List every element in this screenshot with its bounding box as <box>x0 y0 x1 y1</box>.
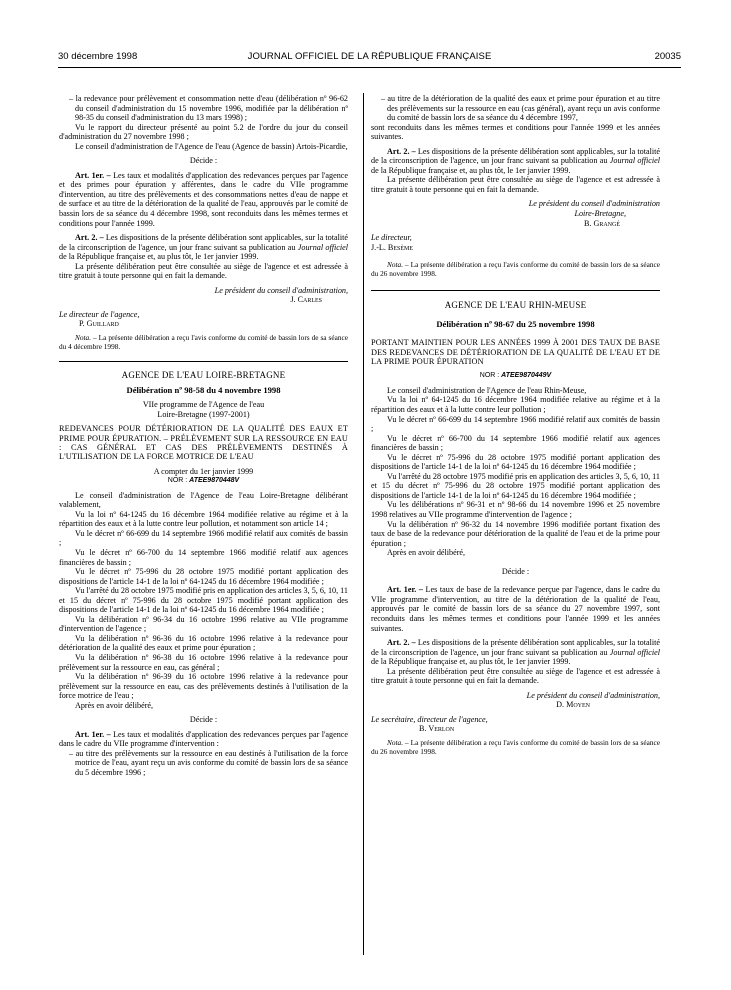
header-journal-title: JOURNAL OFFICIEL DE LA RÉPUBLIQUE FRANÇAISE <box>247 51 492 62</box>
nota-label: Nota. <box>75 333 92 343</box>
left-column <box>59 94 348 778</box>
paragraph: La présente délibération peut être consultée au siège de l'agence et est adressée à titre gratuit à toute personne qui en fait la demande. <box>59 261 348 281</box>
nota-text: – La présente délibération a reçu l'avis conforme du comité de bassin lors de sa séance du 4 décembre 1998. <box>59 333 348 351</box>
agency-heading: AGENCE DE L'EAU LOIRE-BRETAGNE <box>121 370 286 381</box>
decide-heading: Décide : <box>189 715 218 725</box>
decide-heading: Décide : <box>189 156 218 166</box>
article-label: Art. 1er. – <box>75 170 111 180</box>
visa: Vu le décret nº 66-699 du 14 septembre 1966 modifié relatif aux comités de bassin ; <box>59 528 348 548</box>
journal-officiel-ref: Journal officiel <box>297 242 348 252</box>
visa: Vu la délibération nº 96-38 du 16 octobre 1996 relative à la redevance pour prélèvement sur la ressource en eau, cas général ; <box>59 652 348 672</box>
right-column <box>371 94 660 756</box>
signature-title: Le président du conseil d'administration, <box>526 690 660 700</box>
visa: Vu le décret nº 75-996 du 28 octobre 1975 modifié portant application des dispositions de l'article 14-1 de la loi nº 64-1245 du 16 décembre 1964 modifiée ; <box>371 452 660 472</box>
visa: Vu l'arrêté du 28 octobre 1975 modifié pris en application des articles 3, 5, 6, 10, 11 et 15 du décret nº 75-996 du 28 octobre 1975 modifié portant application des dispositions de l'article 14-1 de la loi nº 64-1245 du 16 décembre 1964 modifiée ; <box>59 586 348 615</box>
paragraph: Le conseil d'administration de l'Agence de l'eau (Agence de bassin) Artois-Picardie, <box>75 141 348 151</box>
paragraph: Après en avoir délibéré, <box>387 548 466 558</box>
visa: Vu le décret nº 75-996 du 28 octobre 1975 modifié portant application des dispositions de l'article 14-1 de la loi nº 64-1245 du 16 décembre 1964 modifiée ; <box>59 567 348 586</box>
signature-title: Le président du conseil d'administration, <box>214 285 348 295</box>
article-1 <box>59 730 348 749</box>
article-1 <box>59 171 348 228</box>
page-header <box>58 51 681 65</box>
paragraph: Vu le rapport du directeur présenté au point 5.2 de l'ordre du jour du conseil d'administration du 27 novembre 1998 ; <box>59 122 348 142</box>
paragraph: sont reconduits dans les mêmes termes et conditions pour l'année 1999 et les années suivantes. <box>371 122 660 142</box>
article-text: de la République française et, au plus tôt, le 1er janvier 1999. <box>371 657 571 667</box>
article-text: Les dispositions de la présente délibération sont applicables, sur la totalité de la circonscription de l'agence, un jour franc suivant sa publication au <box>371 638 660 657</box>
deliberation-title: Délibération nº 98-67 du 25 novembre 1998 <box>436 318 595 329</box>
decide-heading: Décide : <box>501 566 530 576</box>
signature-name: J.-L. Besème <box>371 242 414 252</box>
agency-heading: AGENCE DE L'EAU RHIN-MEUSE <box>444 300 587 311</box>
article-text: Les taux de base de la redevance perçue par l'agence, dans le cadre du VIIe programme d'intervention, au titre de la détérioration de la qualité de l'eau, approuvés par le comité de bassin lors de sa séance du 27 novembre 1997, sont reconduits dans les mêmes termes et conditions pour l'année 1999 et les années suivantes. <box>371 585 660 633</box>
article-text: Les taux et modalités d'application des redevances perçues par l'agence et des primes pour épuration y afférentes, dans le cadre du VIIe programme d'intervention, au titre des prélèvements et des consommations nettes d'eau de nappe et de surface et au titre de la détérioration de la qualité de l'eau, approuvés par le comité de bassin lors de sa séance du 4 décembre 1998, sont reconduits dans les mêmes termes et conditions pour l'année 1999. <box>59 170 348 228</box>
article-text: de la République française et, au plus tôt, le 1er janvier 1999. <box>371 165 571 175</box>
article-2 <box>371 638 660 667</box>
visa: Vu le décret nº 66-699 du 14 septembre 1966 modifié relatif aux comités de bassin ; <box>371 414 660 434</box>
article-text: de la République française et, au plus tôt, le 1er janvier 1999. <box>59 252 259 262</box>
nor-reference <box>371 371 660 381</box>
nor-label: NOR : <box>479 372 502 380</box>
signature-title: Le directeur de l'agence, <box>59 309 140 319</box>
signature-name: P. Guillard <box>79 319 119 329</box>
signature-name: J. Carles <box>290 295 322 305</box>
nota-text: – La présente délibération a reçu l'avis conforme du comité de bassin lors de sa séance du 26 novembre 1998. <box>371 260 660 278</box>
signature-title: Le secrétaire, directeur de l'agence, <box>371 714 488 724</box>
nor-reference <box>59 476 348 486</box>
list-item: – au titre de la détérioration de la qualité des eaux et prime pour épuration et au titre des prélèvements sur la ressource en eau (cas général), ayant reçu un avis conforme du comité de bassin lors de sa séance du 4 décembre 1997, <box>381 94 660 123</box>
deliberation-subject: PORTANT MAINTIEN POUR LES ANNÉES 1999 À 2001 DES TAUX DE BASE DES REDEVANCES DE DÉTÉRIORATION DE LA QUALITÉ DE L'EAU ET DE LA PRIME POUR ÉPURATION <box>371 338 660 367</box>
program-line: VIIe programme de l'Agence de l'eau <box>142 400 265 410</box>
journal-officiel-ref: Journal officiel <box>609 647 660 657</box>
signature-name: D. Moyen <box>556 700 590 710</box>
nor-label: NOR : <box>167 477 190 485</box>
visa: Vu l'arrêté du 28 octobre 1975 modifié pris en application des articles 3, 5, 6, 10, 11 et 15 du décret nº 75-996 du 28 octobre 1975 modifié portant application des dispositions de l'article 14-1 de la loi nº 64-1245 du 16 décembre 1964 modifiée ; <box>371 471 660 500</box>
signature-title: Le directeur, <box>371 233 412 243</box>
nota <box>59 334 348 351</box>
article-label: Art. 2. – <box>387 146 416 156</box>
article-label: Art. 2. – <box>75 233 104 243</box>
nor-code: ATEE9870449V <box>501 372 552 380</box>
visa: Vu la délibération nº 96-34 du 16 octobre 1996 relative au VIIe programme d'intervention de l'agence ; <box>59 614 348 634</box>
article-label: Art. 1er. – <box>75 729 111 739</box>
article-2 <box>59 233 348 262</box>
deliberation-subject: REDEVANCES POUR DÉTÉRIORATION DE LA QUALITÉ DES EAUX ET PRIME POUR ÉPURATION. – PRÉLÈVEMENT SUR LA RESSOURCE EN EAU : CAS GÉNÉRAL ET CAS DES PRÉLÈVEMENTS DESTINÉS À L'UTILISATION DE LA FORCE MOTRICE DE L'EAU <box>59 424 348 462</box>
paragraph: La présente délibération peut être consultée au siège de l'agence et est adressée à titre gratuit à toute personne qui en fait la demande. <box>371 175 660 194</box>
paragraph: Le conseil d'administration de l'Agence de l'eau Rhin-Meuse, <box>387 385 587 395</box>
nota-label: Nota. <box>387 737 404 747</box>
signature-title: Loire-Bretagne, <box>574 209 626 219</box>
article-1 <box>371 585 660 633</box>
program-line: Loire-Bretagne (1997-2001) <box>157 409 250 419</box>
signature-title: Le président du conseil d'administration <box>528 199 660 209</box>
nota-text: – La présente délibération a reçu l'avis conforme du comité de bassin lors de sa séance du 26 novembre 1998. <box>371 737 660 756</box>
visa: Vu les délibérations nº 96-31 et nº 98-66 du 14 novembre 1996 et 25 novembre 1998 relatives au VIIe programme d'intervention de l'agence ; <box>371 500 660 520</box>
visa: Vu la délibération nº 96-36 du 16 octobre 1996 relative à la redevance pour détérioration de la qualité des eaux et prime pour épuration ; <box>59 633 348 653</box>
column-divider <box>363 93 364 955</box>
header-rule <box>58 67 681 68</box>
paragraph: La présente délibération peut être consultée au siège de l'agence et est adressée à titre gratuit à toute personne qui en fait la demande. <box>371 666 660 686</box>
visa: Vu le décret nº 66-700 du 14 septembre 1966 modifié relatif aux agences financières de bassin ; <box>371 433 660 453</box>
visa: Vu le décret nº 66-700 du 14 septembre 1966 modifié relatif aux agences financières de bassin ; <box>59 547 348 567</box>
article-text: Les taux et modalités d'application des redevances perçues par l'agence dans le cadre du VIIe programme d'intervention : <box>59 729 348 749</box>
list-item: – au titre des prélèvements sur la ressource en eau destinés à l'utilisation de la force motrice de l'eau, ayant reçu un avis conforme du comité de bassin lors de sa séance du 5 décembre 1996 ; <box>69 748 348 777</box>
nota-label: Nota. <box>387 260 404 270</box>
article-label: Art. 2. – <box>387 638 416 648</box>
nor-code: ATEE9870448V <box>189 477 240 485</box>
nota <box>371 261 660 278</box>
visa: Vu la délibération nº 96-39 du 16 octobre 1996 relative à la redevance pour prélèvement sur la ressource en eau, cas des prélèvements destinés à l'utilisation de la force motrice de l'eau ; <box>59 672 348 701</box>
paragraph: Après en avoir délibéré, <box>75 700 154 710</box>
article-text: Les dispositions de la présente délibération sont applicables, sur la totalité de la circonscription de l'agence, un jour franc suivant sa publication au <box>371 146 660 166</box>
article-label: Art. 1er. – <box>387 585 423 595</box>
visa: Vu la loi nº 64-1245 du 16 décembre 1964 modifiée relative au régime et à la répartition des eaux et à la lutte contre leur pollution, et notamment son article 14 ; <box>59 509 348 529</box>
nota <box>371 739 660 756</box>
article-2 <box>371 147 660 176</box>
effective-date: A compter du 1er janvier 1999 <box>153 466 254 476</box>
visa: Vu la délibération nº 96-32 du 14 novembre 1996 modifiée portant fixation des taux de base de la redevance pour détérioration de la qualité de l'eau et de la prime pour épuration ; <box>371 519 660 548</box>
list-item: – la redevance pour prélèvement et consommation nette d'eau (délibération nº 96-62 du conseil d'administration du 15 novembre 1996, modifiée par la délibération nº 98-35 du conseil d'administration du 13 mars 1998) ; <box>69 94 348 123</box>
section-separator <box>59 361 348 362</box>
header-date: 30 décembre 1998 <box>58 51 138 62</box>
deliberation-title: Délibération nº 98-58 du 4 novembre 1998 <box>126 384 281 395</box>
visa: Vu la loi nº 64-1245 du 16 décembre 1964 modifiée relative au régime et à la répartition des eaux et à la lutte contre leur pollution ; <box>371 395 660 415</box>
paragraph: Le conseil d'administration de l'Agence de l'eau Loire-Bretagne délibérant valablement, <box>59 490 348 510</box>
header-page-number: 20035 <box>654 51 681 62</box>
signature-name: B. Verlon <box>419 724 455 734</box>
section-separator <box>371 290 660 291</box>
article-text: Les dispositions de la présente délibération sont applicables, sur la totalité de la circonscription de l'agence, un jour franc suivant sa publication au <box>59 233 348 252</box>
signature-name: B. Grangé <box>583 218 620 228</box>
journal-officiel-ref: Journal officiel <box>609 156 660 166</box>
